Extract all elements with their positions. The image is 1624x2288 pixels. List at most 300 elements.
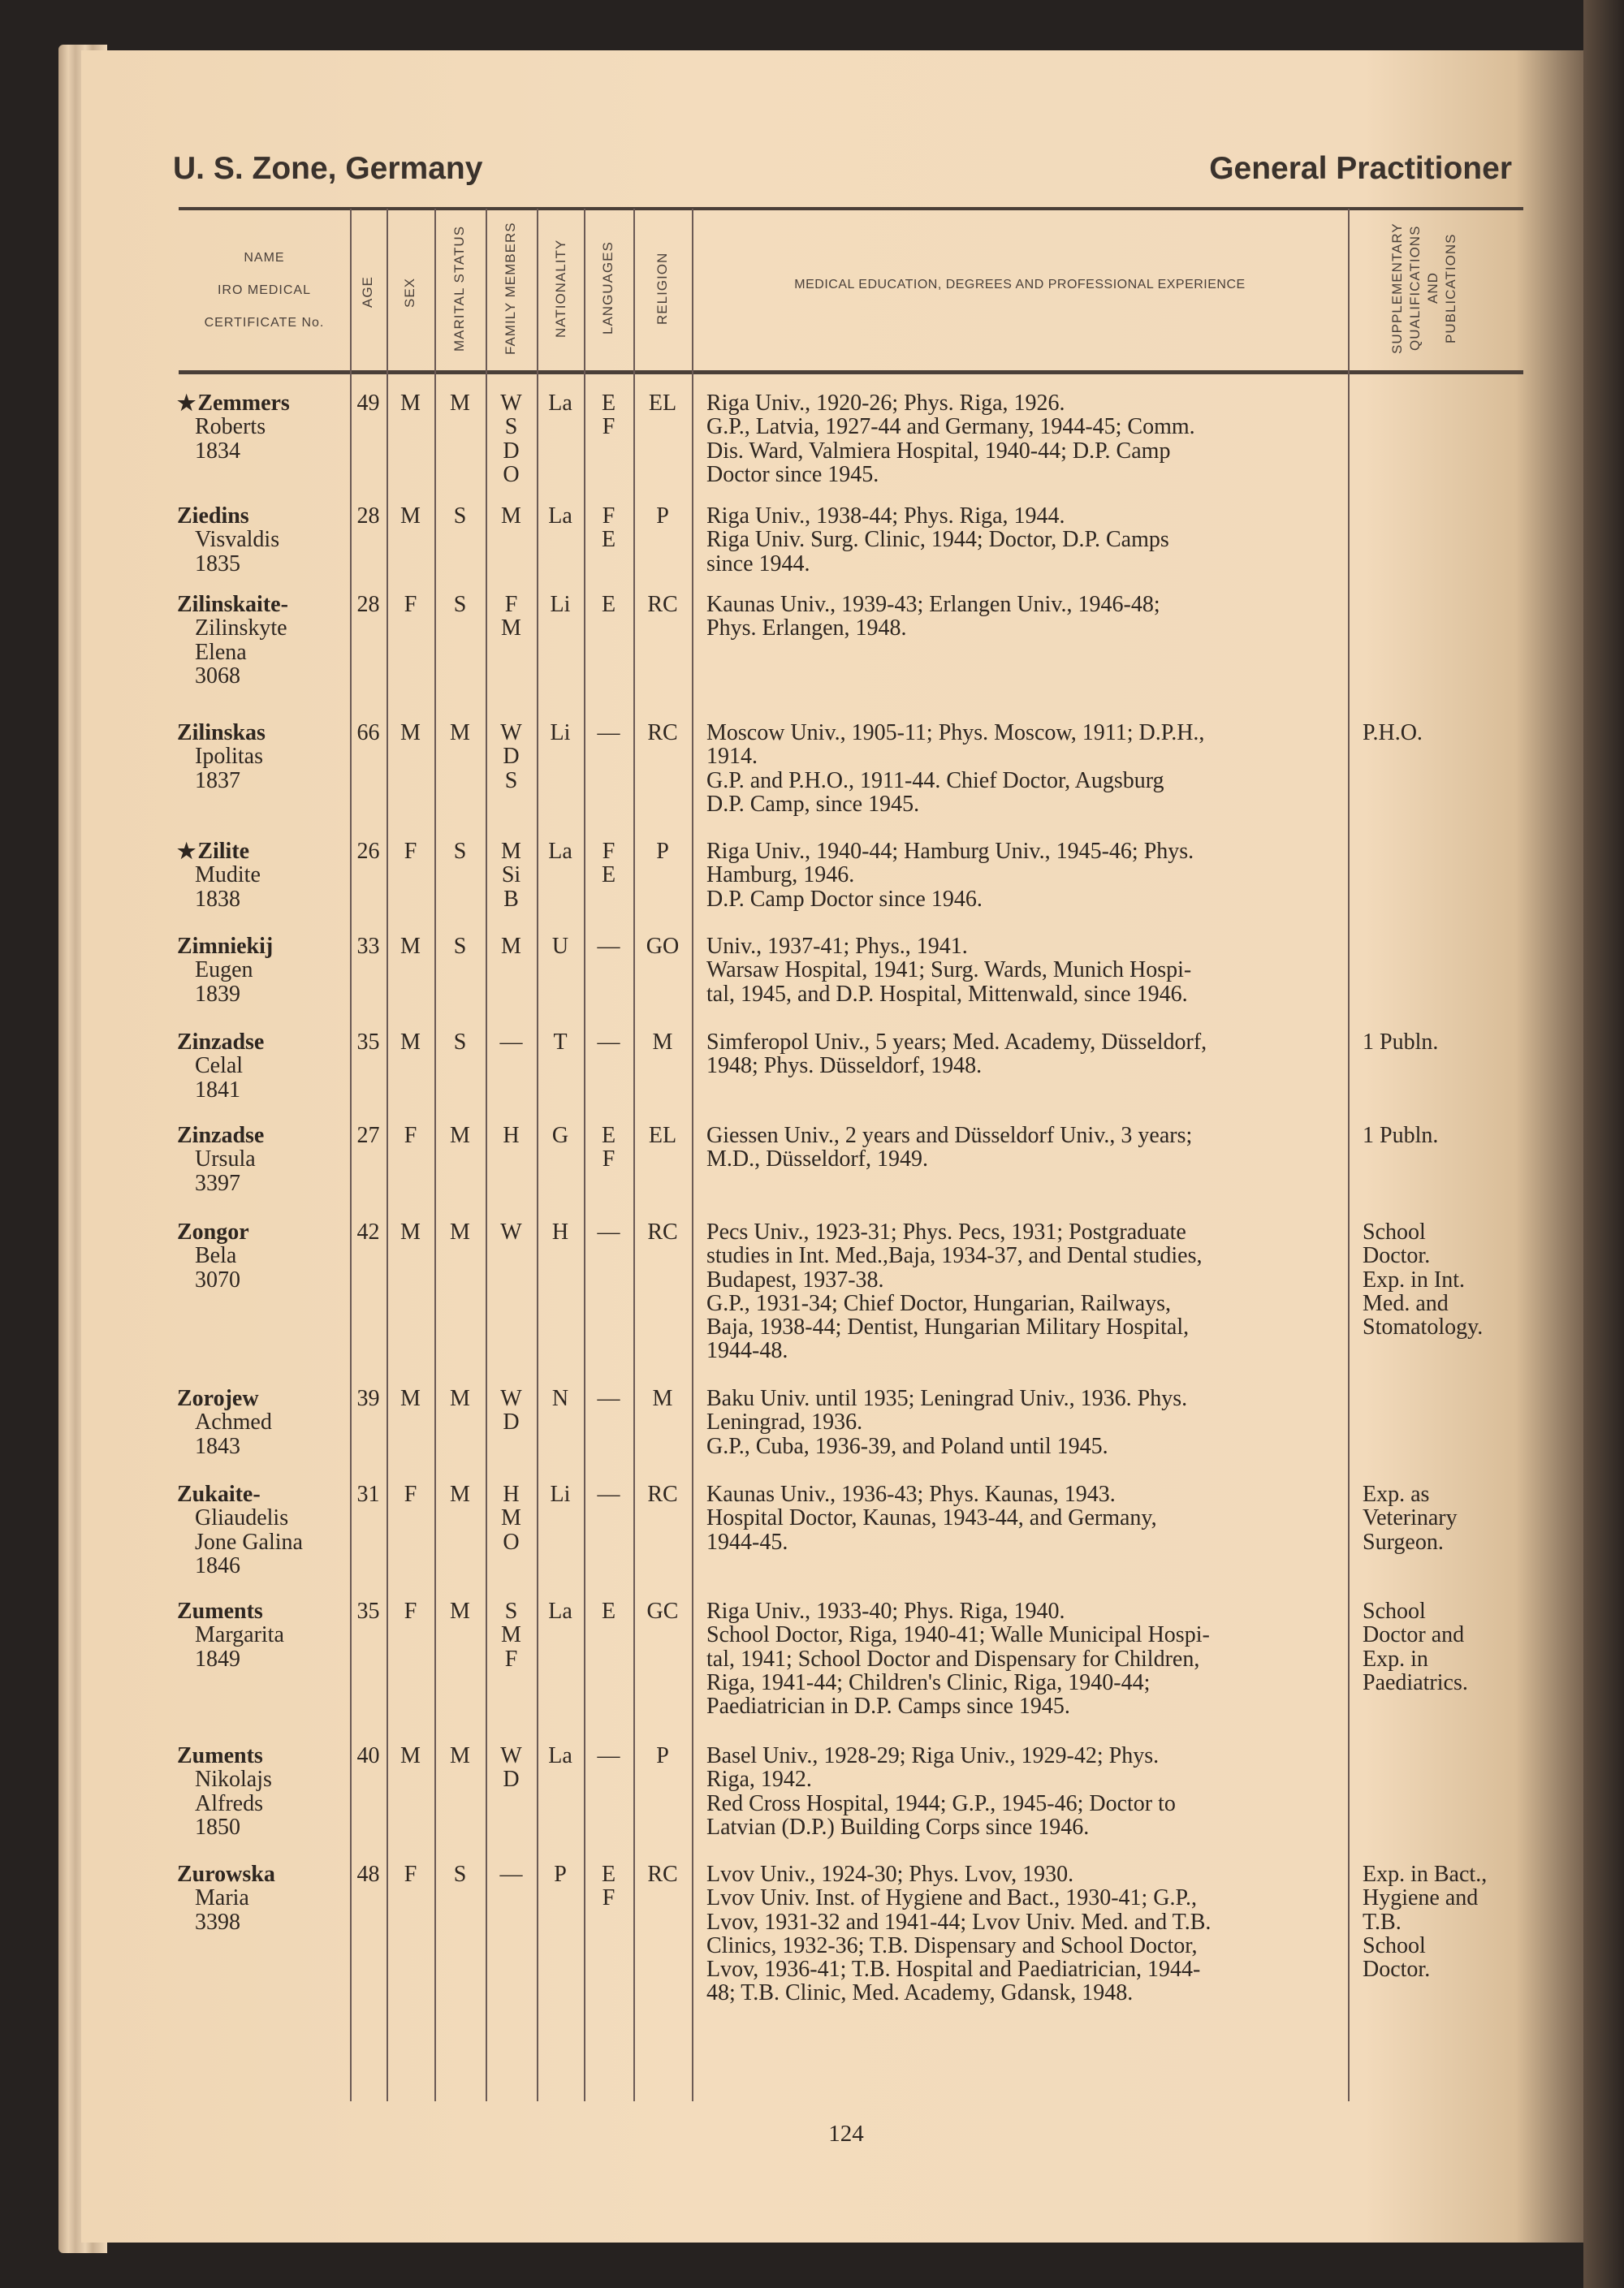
sex-cell: M	[400, 934, 421, 959]
age-cell: 28	[356, 592, 380, 617]
age-cell: 35	[356, 1599, 380, 1624]
sex-cell: F	[404, 1599, 417, 1624]
name-line	[171, 745, 349, 768]
name-line	[171, 1599, 349, 1623]
age-cell: 40	[356, 1743, 380, 1768]
name-line	[171, 1124, 349, 1147]
name-detail: 1846	[195, 1552, 240, 1578]
name-line	[171, 769, 349, 792]
marital-cell: M	[450, 1743, 470, 1768]
marital-cell: M	[450, 391, 470, 416]
surname: Zilinskas	[177, 720, 266, 745]
name-line	[171, 1078, 349, 1102]
languages-value: E	[601, 1123, 616, 1148]
languages-cell	[584, 1387, 633, 1410]
family-cell	[486, 391, 537, 486]
languages-cell	[584, 935, 633, 958]
education-line: Riga, 1941-44; Children's Clinic, Riga, 1940-44;	[706, 1669, 1151, 1695]
age-cell: 49	[356, 391, 380, 416]
name-line	[171, 1483, 349, 1506]
supplementary-line: 1 Publn.	[1363, 1123, 1439, 1148]
education-line: Lvov Univ. Inst. of Hygiene and Bact., 1930-41; G.P.,	[706, 1885, 1197, 1911]
surname: Ziedins	[177, 503, 249, 529]
education-line: Hospital Doctor, Kaunas, 1943-44, and Germany,	[706, 1505, 1157, 1531]
name-line	[171, 1623, 349, 1647]
education-line: G.P. and P.H.O., 1911-44. Chief Doctor, Augsburg	[706, 767, 1164, 793]
languages-value: E	[601, 391, 616, 416]
column-header-age: AGE	[360, 276, 375, 309]
family-value: B	[503, 886, 519, 912]
name-line	[171, 552, 349, 576]
name-detail: Mudite	[195, 862, 261, 888]
header-line: SUPPLEMENTARY	[1389, 222, 1405, 354]
surname: Zongor	[177, 1220, 249, 1245]
name-line	[171, 1268, 349, 1292]
supplementary-line: P.H.O.	[1363, 720, 1423, 745]
name-detail: Eugen	[195, 957, 253, 983]
languages-cell	[584, 840, 633, 887]
book-gutter	[1583, 0, 1624, 2288]
surname: Zemmers	[197, 391, 290, 416]
languages-cell	[584, 504, 633, 552]
family-value: M	[501, 839, 521, 864]
education-line: D.P. Camp Doctor since 1946.	[706, 886, 983, 912]
supplementary-line: Surgeon.	[1363, 1529, 1444, 1555]
education-line: studies in Int. Med.,Baja, 1934-37, and Dental studies,	[706, 1243, 1203, 1269]
languages-value: —	[597, 1743, 620, 1768]
sex-cell: M	[400, 1743, 421, 1768]
star-icon: ★	[177, 840, 197, 863]
religion-cell: RC	[647, 1482, 678, 1507]
name-detail: Margarita	[195, 1622, 284, 1648]
family-value: W	[500, 1743, 522, 1768]
education-cell	[706, 1744, 1340, 1839]
education-line: Doctor since 1945.	[706, 461, 879, 487]
family-value: —	[499, 1030, 523, 1055]
supplementary-line: Doctor.	[1363, 1243, 1431, 1269]
education-line: Moscow Univ., 1905-11; Phys. Moscow, 1911; D.P.H.,	[706, 720, 1205, 745]
name-line	[171, 1147, 349, 1171]
nationality-cell: Li	[550, 1482, 571, 1507]
name-line	[171, 1886, 349, 1910]
languages-value: F	[602, 1146, 615, 1172]
family-value: F	[504, 1646, 518, 1672]
name-detail: Ursula	[195, 1146, 256, 1172]
name-detail: Zilinskyte	[195, 615, 287, 641]
age-cell: 28	[356, 503, 380, 529]
name-line	[171, 958, 349, 982]
supplementary-cell	[1363, 1483, 1525, 1554]
nationality-cell: Li	[550, 592, 571, 617]
marital-cell: M	[450, 1123, 470, 1148]
family-value: H	[503, 1482, 520, 1507]
languages-cell	[584, 1124, 633, 1172]
education-line: Riga Univ., 1933-40; Phys. Riga, 1940.	[706, 1599, 1065, 1624]
family-value: F	[504, 592, 518, 617]
education-line: Riga Univ., 1938-44; Phys. Riga, 1944.	[706, 503, 1065, 529]
family-cell	[486, 935, 537, 958]
supplementary-line: School	[1363, 1932, 1426, 1958]
nationality-cell: H	[551, 1220, 569, 1245]
surname: Zurowska	[177, 1862, 275, 1887]
family-cell	[486, 721, 537, 792]
name-detail: 1835	[195, 550, 240, 576]
surname: Zuments	[177, 1599, 263, 1624]
name-cell	[171, 1599, 349, 1671]
education-line: Latvian (D.P.) Building Corps since 1946.	[706, 1814, 1090, 1840]
marital-cell: S	[453, 839, 467, 864]
education-line: Hamburg, 1946.	[706, 862, 855, 888]
supplementary-line: School	[1363, 1220, 1426, 1245]
name-detail: 1838	[195, 886, 240, 912]
education-line: Baja, 1938-44; Dentist, Hungarian Military Hospital,	[706, 1315, 1190, 1340]
languages-value: E	[601, 862, 616, 888]
name-detail: Alfreds	[195, 1790, 263, 1816]
religion-cell: P	[656, 839, 669, 864]
sex-cell: F	[404, 1123, 417, 1148]
name-line	[171, 504, 349, 528]
education-line: Paediatrician in D.P. Camps since 1945.	[706, 1694, 1070, 1720]
table-header-rule	[179, 370, 1523, 374]
column-header-sex: SEX	[402, 277, 417, 308]
name-cell	[171, 1030, 349, 1102]
family-cell	[486, 1483, 537, 1554]
name-cell	[171, 935, 349, 1006]
column-header-education: MEDICAL EDUCATION, DEGREES AND PROFESSIONAL EXPERIENCE	[794, 278, 1246, 291]
table-top-rule	[179, 207, 1523, 210]
sex-cell: M	[400, 1220, 421, 1245]
family-value: W	[500, 1220, 522, 1245]
surname: Zinzadse	[177, 1123, 265, 1148]
education-line: Riga Univ., 1920-26; Phys. Riga, 1926.	[706, 391, 1065, 416]
name-line	[171, 415, 349, 438]
surname: Zukaite-	[177, 1482, 261, 1507]
education-cell	[706, 1863, 1340, 2005]
languages-value: F	[602, 1885, 615, 1911]
religion-cell: EL	[648, 1123, 677, 1148]
education-line: Lvov, 1936-41; T.B. Hospital and Paediatrician, 1944-	[706, 1957, 1201, 1983]
family-cell	[486, 1863, 537, 1886]
languages-value: F	[602, 503, 615, 529]
family-value: S	[504, 767, 518, 793]
name-cell	[171, 593, 349, 688]
languages-cell	[584, 593, 633, 616]
name-line	[171, 1647, 349, 1671]
age-cell: 39	[356, 1386, 380, 1411]
languages-cell	[584, 721, 633, 745]
family-value: M	[501, 1622, 521, 1648]
surname: Zinzadse	[177, 1030, 265, 1055]
languages-value: —	[597, 720, 620, 745]
header-line: NAME	[244, 251, 285, 265]
nationality-cell: G	[551, 1123, 569, 1148]
column-header-name	[179, 242, 350, 339]
family-value: H	[503, 1123, 520, 1148]
education-line: Pecs Univ., 1923-31; Phys. Pecs, 1931; Postgraduate	[706, 1220, 1186, 1245]
column-divider	[1348, 209, 1350, 2101]
name-detail: 3398	[195, 1909, 240, 1935]
family-cell	[486, 1124, 537, 1147]
languages-value: —	[597, 1030, 620, 1055]
supplementary-line: Paediatrics.	[1363, 1669, 1468, 1695]
education-line: Riga Univ. Surg. Clinic, 1944; Doctor, D.P. Camps	[706, 527, 1169, 553]
education-cell	[706, 1599, 1340, 1718]
education-line: Lvov Univ., 1924-30; Phys. Lvov, 1930.	[706, 1862, 1074, 1887]
sex-cell: M	[400, 503, 421, 529]
education-line: Basel Univ., 1928-29; Riga Univ., 1929-42; Phys.	[706, 1743, 1160, 1768]
name-detail: Jone Galina	[195, 1529, 303, 1555]
name-line	[171, 1530, 349, 1554]
education-line: 48; T.B. Clinic, Med. Academy, Gdansk, 1948.	[706, 1980, 1134, 2006]
languages-cell	[584, 1863, 633, 1910]
name-cell	[171, 504, 349, 576]
education-line: Kaunas Univ., 1939-43; Erlangen Univ., 1946-48;	[706, 592, 1160, 617]
name-line	[171, 593, 349, 616]
column-header-supplementary	[1389, 215, 1460, 361]
education-cell	[706, 721, 1340, 816]
family-cell	[486, 1220, 537, 1244]
name-line	[171, 887, 349, 911]
religion-cell: P	[656, 1743, 669, 1768]
family-cell	[486, 1387, 537, 1435]
education-cell	[706, 504, 1340, 576]
family-cell	[486, 593, 537, 641]
nationality-cell: Li	[550, 720, 571, 745]
education-line: tal, 1945, and D.P. Hospital, Mittenwald, since 1946.	[706, 981, 1188, 1007]
name-line	[171, 1768, 349, 1791]
education-line: M.D., Düsseldorf, 1949.	[706, 1146, 928, 1172]
education-line: Warsaw Hospital, 1941; Surg. Wards, Munich Hospi-	[706, 957, 1192, 983]
supplementary-line: Stomatology.	[1363, 1315, 1484, 1340]
education-line: Phys. Erlangen, 1948.	[706, 615, 907, 641]
name-cell	[171, 1124, 349, 1195]
marital-cell: S	[453, 934, 467, 959]
supplementary-line: Exp. as	[1363, 1482, 1430, 1507]
column-divider	[537, 209, 538, 2101]
column-header-languages: LANGUAGES	[600, 241, 615, 335]
name-line	[171, 721, 349, 745]
religion-cell: M	[652, 1030, 673, 1055]
family-value: S	[504, 1599, 518, 1624]
supplementary-line: Exp. in	[1363, 1646, 1428, 1672]
languages-value: —	[597, 1482, 620, 1507]
column-header-nationality: NATIONALITY	[553, 239, 568, 338]
column-divider	[387, 209, 388, 2101]
supplementary-cell	[1363, 1030, 1525, 1054]
name-detail: Gliaudelis	[195, 1505, 289, 1531]
family-value: S	[504, 414, 518, 440]
education-line: Budapest, 1937-38.	[706, 1267, 884, 1293]
header-line: CERTIFICATE No.	[204, 316, 325, 330]
name-line	[171, 1506, 349, 1530]
surname: Zuments	[177, 1743, 263, 1768]
sex-cell: M	[400, 720, 421, 745]
star-icon: ★	[177, 391, 197, 415]
name-line	[171, 528, 349, 551]
family-value: D	[503, 1767, 520, 1793]
name-line	[171, 1054, 349, 1077]
nationality-cell: U	[551, 934, 569, 959]
sex-cell: M	[400, 1030, 421, 1055]
education-line: G.P., Latvia, 1927-44 and Germany, 1944-45; Comm.	[706, 414, 1195, 440]
family-value: W	[500, 1386, 522, 1411]
marital-cell: M	[450, 1386, 470, 1411]
header-line: AND PUBLICATIONS	[1425, 233, 1458, 343]
family-value: W	[500, 720, 522, 745]
supplementary-line: Doctor and	[1363, 1622, 1465, 1648]
name-cell	[171, 1483, 349, 1578]
column-divider	[434, 209, 436, 2101]
nationality-cell: P	[554, 1862, 567, 1887]
name-detail: 1849	[195, 1646, 240, 1672]
family-value: M	[501, 503, 521, 529]
family-value: D	[503, 1409, 520, 1435]
column-divider	[486, 209, 487, 2101]
supplementary-line: 1 Publn.	[1363, 1030, 1439, 1055]
education-line: G.P., 1931-34; Chief Doctor, Hungarian, Railways,	[706, 1290, 1172, 1316]
surname: Zilinskaite-	[177, 592, 288, 617]
languages-cell	[584, 1599, 633, 1623]
supplementary-cell	[1363, 721, 1525, 745]
education-line: since 1944.	[706, 550, 810, 576]
education-line: Giessen Univ., 2 years and Düsseldorf Univ., 3 years;	[706, 1123, 1193, 1148]
header-line: IRO MEDICAL	[217, 283, 311, 297]
languages-value: E	[601, 592, 616, 617]
education-line: Dis. Ward, Valmiera Hospital, 1940-44; D.P. Camp	[706, 438, 1171, 464]
name-line	[171, 1030, 349, 1054]
family-cell	[486, 504, 537, 528]
name-detail: Maria	[195, 1885, 249, 1911]
education-cell	[706, 1387, 1340, 1458]
languages-cell	[584, 1030, 633, 1054]
family-value: —	[499, 1862, 523, 1887]
education-cell	[706, 935, 1340, 1006]
nationality-cell: La	[548, 839, 572, 864]
age-cell: 26	[356, 839, 380, 864]
name-detail: 3070	[195, 1267, 240, 1293]
name-cell	[171, 721, 349, 792]
column-divider	[692, 209, 693, 2101]
supplementary-line: Exp. in Bact.,	[1363, 1862, 1488, 1887]
name-detail: Ipolitas	[195, 744, 263, 770]
name-detail: Roberts	[195, 414, 266, 440]
sex-cell: F	[404, 1482, 417, 1507]
supplementary-line: T.B.	[1363, 1909, 1402, 1935]
religion-cell: RC	[647, 1220, 678, 1245]
marital-cell: S	[453, 1030, 467, 1055]
nationality-cell: La	[548, 1599, 572, 1624]
header-line: QUALIFICATIONS	[1407, 225, 1423, 352]
education-line: Riga Univ., 1940-44; Hamburg Univ., 1945-46; Phys.	[706, 839, 1194, 864]
surname: Zilite	[197, 839, 250, 864]
education-line: Clinics, 1932-36; T.B. Dispensary and School Doctor,	[706, 1932, 1198, 1958]
supplementary-cell	[1363, 1220, 1525, 1339]
nationality-cell: T	[553, 1030, 568, 1055]
name-line	[171, 1744, 349, 1768]
name-line	[171, 935, 349, 958]
age-cell: 48	[356, 1862, 380, 1887]
age-cell: 33	[356, 934, 380, 959]
family-value: M	[501, 934, 521, 959]
languages-cell	[584, 1483, 633, 1506]
name-detail: Nikolajs	[195, 1767, 272, 1793]
education-line: Simferopol Univ., 5 years; Med. Academy, Düsseldorf,	[706, 1030, 1207, 1055]
religion-cell: RC	[647, 1862, 678, 1887]
name-detail: Achmed	[195, 1409, 272, 1435]
family-cell	[486, 1599, 537, 1671]
supplementary-line: Exp. in Int.	[1363, 1267, 1465, 1293]
sex-cell: M	[400, 391, 421, 416]
age-cell: 27	[356, 1123, 380, 1148]
education-line: G.P., Cuba, 1936-39, and Poland until 1945.	[706, 1433, 1108, 1459]
family-cell	[486, 1744, 537, 1792]
religion-cell: GC	[646, 1599, 679, 1624]
marital-cell: S	[453, 1862, 467, 1887]
name-cell	[171, 1863, 349, 1934]
education-cell	[706, 1030, 1340, 1078]
languages-value: E	[601, 1599, 616, 1624]
education-line: Riga, 1942.	[706, 1767, 812, 1793]
name-line	[171, 1410, 349, 1434]
family-value: D	[503, 744, 520, 770]
languages-cell	[584, 1744, 633, 1768]
languages-cell	[584, 1220, 633, 1244]
education-cell	[706, 593, 1340, 641]
family-value: Si	[501, 862, 521, 888]
name-line	[171, 1387, 349, 1410]
name-line	[171, 1435, 349, 1458]
marital-cell: M	[450, 1220, 470, 1245]
sex-cell: M	[400, 1386, 421, 1411]
education-cell	[706, 1220, 1340, 1363]
sex-cell: F	[404, 839, 417, 864]
name-detail: 1850	[195, 1814, 240, 1840]
running-header-left: U. S. Zone, Germany	[173, 151, 483, 186]
languages-cell	[584, 391, 633, 439]
education-line: D.P. Camp, since 1945.	[706, 791, 920, 817]
education-line: Lvov, 1931-32 and 1941-44; Lvov Univ. Med. and T.B.	[706, 1909, 1212, 1935]
languages-value: —	[597, 1386, 620, 1411]
family-value: O	[503, 1529, 520, 1555]
religion-cell: GO	[646, 934, 680, 959]
name-cell	[171, 1387, 349, 1458]
column-header-marital-status: MARITAL STATUS	[451, 225, 467, 352]
supplementary-line: Veterinary	[1363, 1505, 1458, 1531]
name-line	[171, 1244, 349, 1267]
supplementary-line: Hygiene and	[1363, 1885, 1479, 1911]
marital-cell: S	[453, 503, 467, 529]
marital-cell: S	[453, 592, 467, 617]
sex-cell: F	[404, 1862, 417, 1887]
religion-cell: EL	[648, 391, 677, 416]
name-detail: 1843	[195, 1433, 240, 1459]
name-line	[171, 1172, 349, 1195]
education-line: Kaunas Univ., 1936-43; Phys. Kaunas, 1943.	[706, 1482, 1116, 1507]
education-line: Red Cross Hospital, 1944; G.P., 1945-46; Doctor to	[706, 1790, 1176, 1816]
family-value: W	[500, 391, 522, 416]
name-detail: Bela	[195, 1243, 237, 1269]
marital-cell: M	[450, 1482, 470, 1507]
languages-value: E	[601, 1862, 616, 1887]
name-cell	[171, 1744, 349, 1839]
languages-value: F	[602, 414, 615, 440]
name-line	[171, 1792, 349, 1815]
nationality-cell: La	[548, 391, 572, 416]
name-cell	[171, 840, 349, 911]
education-cell	[706, 1124, 1340, 1172]
education-line: 1944-45.	[706, 1529, 788, 1555]
religion-cell: P	[656, 503, 669, 529]
